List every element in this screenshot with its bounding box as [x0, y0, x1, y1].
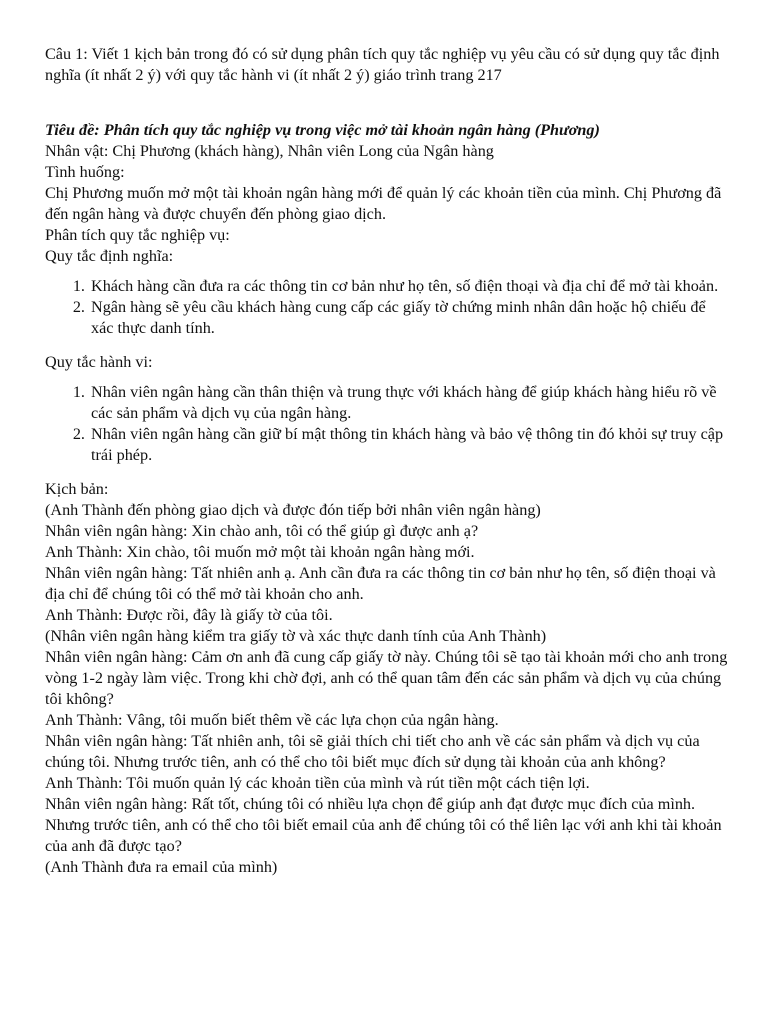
document-title: Tiêu đề: Phân tích quy tắc nghiệp vụ trong việc mở tài khoản ngân hàng (Phương): [45, 121, 600, 139]
definition-rule-item: 2. Ngân hàng sẽ yêu cầu khách hàng cung cấp các giấy tờ chứng minh nhân dân hoặc hộ chiếu để xác thực danh tính.: [89, 297, 728, 339]
script-line: Anh Thành: Vâng, tôi muốn biết thêm về các lựa chọn của ngân hàng.: [45, 711, 499, 729]
script-line: (Anh Thành đưa ra email của mình): [45, 858, 278, 876]
behavior-rules-label: Quy tắc hành vi:: [45, 353, 153, 371]
script-line: Anh Thành: Xin chào, tôi muốn mở một tài khoản ngân hàng mới.: [45, 543, 475, 561]
situation-text: Chị Phương muốn mở một tài khoản ngân hàng mới để quản lý các khoản tiền của mình. Chị Phương đã đến ngân hàng và được chuyển đến phòng giao dịch.: [45, 184, 722, 223]
script-line: Nhân viên ngân hàng: Rất tốt, chúng tôi có nhiều lựa chọn để giúp anh đạt được mục đích của mình. Nhưng trước tiên, anh có thể cho tôi biết email của anh để chúng tôi có thể liên lạc với anh khi tài khoản của anh đã được tạo?: [45, 795, 722, 855]
situation-label: Tình huống:: [45, 163, 125, 181]
script-label: Kịch bản:: [45, 480, 109, 498]
script-line: (Anh Thành đến phòng giao dịch và được đón tiếp bởi nhân viên ngân hàng): [45, 501, 541, 519]
definition-rules-list: [45, 276, 728, 339]
script-line: Nhân viên ngân hàng: Tất nhiên anh, tôi sẽ giải thích chi tiết cho anh về các sản phẩm và dịch vụ của chúng tôi. Nhưng trước tiên, anh có thể cho tôi biết mục đích sử dụng tài khoản của anh không?: [45, 732, 700, 771]
analysis-label: Phân tích quy tắc nghiệp vụ:: [45, 226, 230, 244]
characters-line: Nhân vật: Chị Phương (khách hàng), Nhân viên Long của Ngân hàng: [45, 142, 494, 160]
script-line: Anh Thành: Tôi muốn quản lý các khoản tiền của mình và rút tiền một cách tiện lợi.: [45, 774, 590, 792]
definition-rules-label: Quy tắc định nghĩa:: [45, 247, 174, 265]
script-line: (Nhân viên ngân hàng kiểm tra giấy tờ và xác thực danh tính của Anh Thành): [45, 627, 547, 645]
script-line: Nhân viên ngân hàng: Tất nhiên anh ạ. Anh cần đưa ra các thông tin cơ bản như họ tên, số điện thoại và địa chỉ để chúng tôi có thể mở tài khoản cho anh.: [45, 564, 716, 603]
behavior-rule-item: 1. Nhân viên ngân hàng cần thân thiện và trung thực với khách hàng để giúp khách hàng hiểu rõ về các sản phẩm và dịch vụ của ngân hàng.: [89, 382, 728, 424]
behavior-rule-item: 2. Nhân viên ngân hàng cần giữ bí mật thông tin khách hàng và bảo vệ thông tin đó khỏi sự truy cập trái phép.: [89, 424, 728, 466]
script-line: Nhân viên ngân hàng: Xin chào anh, tôi có thể giúp gì được anh ạ?: [45, 522, 479, 540]
definition-rule-item: 1. Khách hàng cần đưa ra các thông tin cơ bản như họ tên, số điện thoại và địa chỉ để mở tài khoản.: [89, 276, 728, 297]
behavior-rules-list: [45, 382, 728, 466]
script-line: Nhân viên ngân hàng: Cảm ơn anh đã cung cấp giấy tờ này. Chúng tôi sẽ tạo tài khoản mới cho anh trong vòng 1-2 ngày làm việc. Trong khi chờ đợi, anh có thể quan tâm đến các sản phẩm và dịch vụ của chúng tôi không?: [45, 648, 728, 708]
question-text: Câu 1: Viết 1 kịch bản trong đó có sử dụng phân tích quy tắc nghiệp vụ yêu cầu có sử dụng quy tắc định nghĩa (ít nhất 2 ý) với quy tắc hành vi (ít nhất 2 ý) giáo trình trang 217: [45, 45, 720, 84]
script-line: Anh Thành: Được rồi, đây là giấy tờ của tôi.: [45, 606, 333, 624]
